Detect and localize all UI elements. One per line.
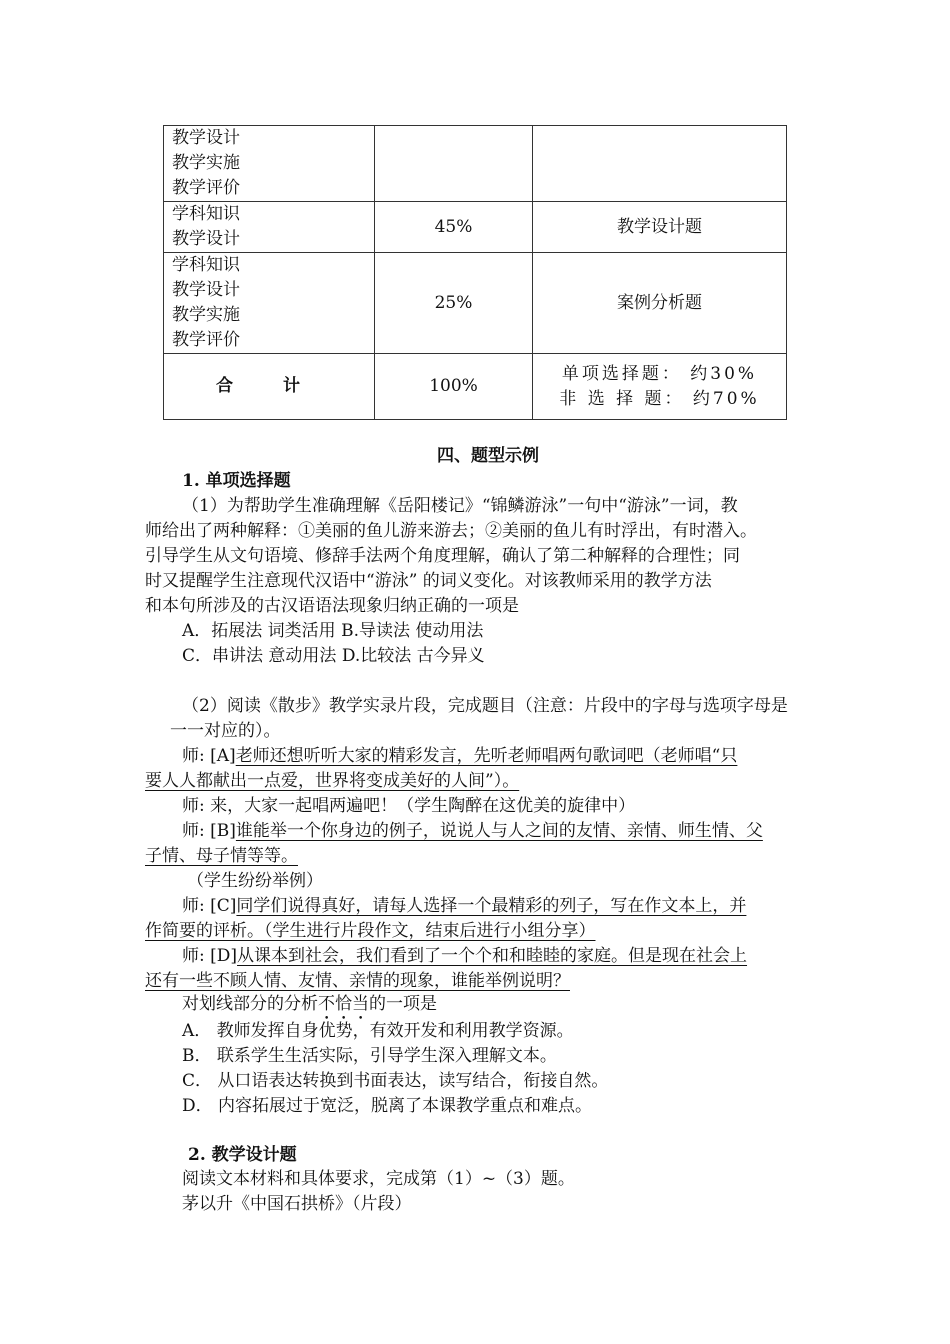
question-text: 的一项是 <box>369 994 437 1014</box>
dialog-line <box>182 794 635 819</box>
dialog-line: （学生纷纷举例） <box>187 871 323 891</box>
q2-heading: 2. 教学设计题 <box>188 1145 297 1165</box>
dialog-line <box>145 919 596 944</box>
q1-1-line: 师给出了两种解释：①美丽的鱼儿游来游去；②美丽的鱼儿有时浮出，有时潜入。 <box>145 521 757 541</box>
q1-2-intro: 一一对应的）。 <box>170 721 281 741</box>
q2-instruction: 阅读文本材料和具体要求，完成第（1）~（3）题。 <box>182 1169 575 1189</box>
table-row <box>164 202 787 253</box>
dialog-prefix: 师: [B] <box>182 821 236 841</box>
q1-1-line: 和本句所涉及的古汉语语法现象归纳正确的一项是 <box>145 596 519 616</box>
total-note-line: 单项选择题： 约30% <box>561 363 758 384</box>
question-emphasis: 不恰当 <box>318 994 369 1014</box>
total-note-cell <box>533 354 787 420</box>
q1-2-option: D． 内容拓展过于宽泛，脱离了本课教学重点和难点。 <box>182 1096 593 1116</box>
dialog-underlined-text: 作简要的评析。（学生进行片段作文，结束后进行小组分享） <box>145 921 596 941</box>
content-line: 教学评价 <box>172 178 240 198</box>
type-cell: 案例分析题 <box>533 253 787 354</box>
q1-1-option: C．串讲法 意动用法 D.比较法 古今异义 <box>182 646 485 666</box>
dialog-underlined-text: 老师还想听听大家的精彩发言，先听老师唱两句歌词吧（老师唱“只 <box>235 746 738 766</box>
dialog-underlined-text: 子情、母子情等等。 <box>145 846 298 866</box>
content-cell <box>164 202 375 253</box>
dialog-prefix: 师: [C] <box>182 896 237 916</box>
dialog-prefix: 师: <box>182 796 211 816</box>
dialog-line <box>145 969 570 994</box>
q1-heading: 1. 单项选择题 <box>182 471 291 491</box>
dialog-line <box>182 744 737 769</box>
content-cell <box>164 253 375 354</box>
dialog-underlined-text: 要人人都献出一点爱，世界将变成美好的人间”）。 <box>145 771 520 791</box>
percent-cell: 45% <box>375 202 533 253</box>
q1-2-option: B． 联系学生生活实际，引导学生深入理解文本。 <box>182 1046 557 1066</box>
table-row <box>164 253 787 354</box>
content-line: 教学设计 <box>172 229 240 249</box>
content-line: 教学设计 <box>172 280 240 300</box>
q1-2-option: A． 教师发挥自身优势，有效开发和利用教学资源。 <box>182 1021 574 1041</box>
dialog-underlined-text: 同学们说得真好，请每人选择一个最精彩的列子，写在作文本上，并 <box>236 896 747 916</box>
content-line: 教学实施 <box>172 305 240 325</box>
q2-source-title: 茅以升《中国石拱桥》（片段） <box>182 1194 412 1214</box>
section-heading: 四、题型示例 <box>437 446 539 466</box>
dialog-underlined-text: 谁能举一个你身边的例子，说说人与人之间的友情、亲情、师生情、父 <box>235 821 763 841</box>
q1-1-line: （1）为帮助学生准确理解《岳阳楼记》“锦鳞游泳”一句中“游泳”一词，教 <box>182 496 738 516</box>
exam-structure-table <box>163 125 787 420</box>
dialog-line <box>145 769 519 794</box>
q1-2-option: C． 从口语表达转换到书面表达，读写结合，衔接自然。 <box>182 1071 609 1091</box>
total-label: 合 计 <box>164 354 375 420</box>
table-total-row <box>164 354 787 420</box>
q1-1-line: 时又提醒学生注意现代汉语中“游泳” 的词义变化。对该教师采用的教学方法 <box>145 571 712 591</box>
content-line: 教学评价 <box>172 330 240 350</box>
dialog-line <box>145 844 298 869</box>
percent-cell <box>375 126 533 202</box>
type-cell: 教学设计题 <box>533 202 787 253</box>
q1-1-option: A．拓展法 词类活用 B.导读法 使动用法 <box>182 621 484 641</box>
content-line: 教学实施 <box>172 153 240 173</box>
content-cell <box>164 126 375 202</box>
content-line: 学科知识 <box>172 255 240 275</box>
dialog-underlined-text: 还有一些不顾人情、友情、亲情的现象，谁能举例说明？ <box>145 971 570 991</box>
total-note-line: 非 选 择 题： 约70% <box>559 388 760 409</box>
content-line: 教学设计 <box>172 128 240 148</box>
type-cell <box>533 126 787 202</box>
dialog-line <box>182 894 746 919</box>
dialog-underlined-text: 从课本到社会，我们看到了一个个和和睦睦的家庭。但是现在社会上 <box>237 946 748 966</box>
q1-2-intro: （2）阅读《散步》教学实录片段，完成题目（注意：片段中的字母与选项字母是 <box>182 696 788 716</box>
dialog-prefix: 师: [D] <box>182 946 238 966</box>
question-text: 对划线部分的分析 <box>182 994 318 1014</box>
content-line: 学科知识 <box>172 204 240 224</box>
percent-cell: 25% <box>375 253 533 354</box>
q1-1-line: 引导学生从文句语境、修辞手法两个角度理解，确认了第二种解释的合理性；同 <box>145 546 740 566</box>
dialog-line <box>182 819 763 844</box>
table-row <box>164 126 787 202</box>
total-percent: 100% <box>375 354 533 420</box>
dialog-text: 来，大家一起唱两遍吧！（学生陶醉在这优美的旋律中） <box>210 796 636 816</box>
dialog-prefix: 师: [A] <box>182 746 236 766</box>
dialog-line <box>182 944 747 969</box>
